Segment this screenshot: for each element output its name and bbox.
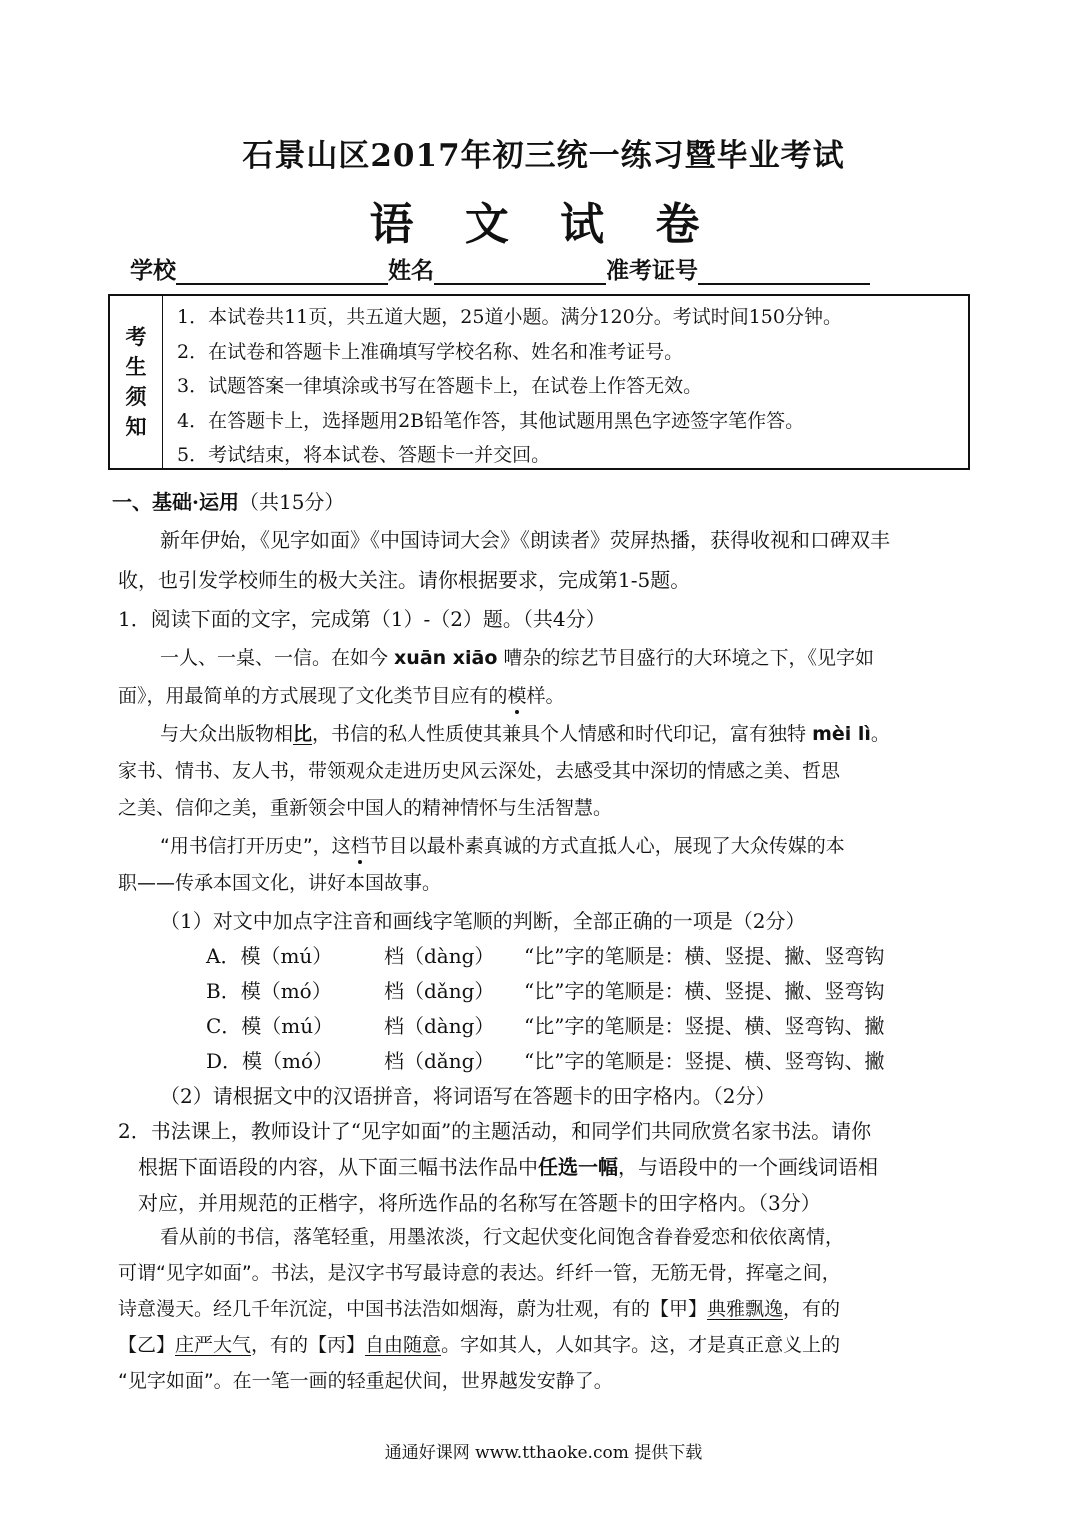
passage-line: 职——传承本国文化，讲好本国故事。 [118, 872, 442, 894]
underlined-phrase: 典雅飘逸 [707, 1298, 784, 1320]
question-2-stem: 根据下面语段的内容，从下面三幅书法作品中任选一幅，与语段中的一个画线词语相 [138, 1155, 878, 1179]
school-blank [176, 257, 388, 285]
passage-line: 面》，用最简单的方式展现了文化类节目应有的模样。 [118, 685, 565, 707]
section-intro-line: 收，也引发学校师生的极大关注。请你根据要求，完成第1-5题。 [118, 568, 691, 592]
id-blank [698, 257, 870, 285]
sub-question-1: （1）对文中加点字注音和画线字笔顺的判断，全部正确的一项是（2分） [160, 909, 806, 933]
student-info-line [130, 252, 870, 285]
passage-line: 诗意漫天。经几千年沉淀，中国书法浩如烟海，蔚为壮观，有的【甲】典雅飘逸，有的 [118, 1298, 841, 1320]
sub-question-2: （2）请根据文中的汉语拼音，将词语写在答题卡的田字格内。（2分） [160, 1084, 776, 1108]
dotted-char: 模 [507, 685, 527, 707]
passage-line: “见字如面”。在一笔一画的轻重起伏间，世界越发安静了。 [118, 1370, 613, 1392]
school-label: 学校 [130, 257, 176, 284]
notice-item: 5．考试结束，将本试卷、答题卡一并交回。 [177, 444, 551, 466]
page-footer: 通通好课网 www.tthaoke.com 提供下载 [384, 1443, 703, 1463]
name-label: 姓名 [388, 257, 434, 284]
exam-page: 石景山区2017年初三统一练习暨毕业考试 语 文 试 卷 学校 姓名 准考证号 考 生 须 知 1．本试卷共11页，共五道大题，25道小题。满分120分。考试时间150分钟。 2．在试卷和答题卡上准确填写学校名称、姓名和准考证号。 3．试题答案一律填涂或书写在答题卡上，在试卷上作答无效。 4．在答题卡上，选择题用2B铅笔作答，其他试题用黑色字迹签字笔作答。 5．考试结束，将本试卷、答题卡一并交回。 一、基础·运用（共15分） 新年伊始，《见字如面》《中国诗词大会》《朗读者》荧屏热播，获得收视和口碑双丰 收，也引发学校师生的极大关注。请你根据要求，完成第1-5题。 1．阅读下面的文字，完成第（1）-（2）题。（共4分） 一人、一桌、一信。在如今 xuān xiāo 嘈杂的综艺节目盛行的大环境之下，《见字如 面》，用最简单的方式展现了文化类节目应有的模样。 与大众出版物相比，书信的私人性质使其兼具个人情感和时代印记，富有独特 mèi lì。 家书、情书、友人书，带领观众走进历史风云深处，去感受其中深切的情感之美、哲思 之美、信仰之美，重新领会中国人的精神情怀与生活智慧。 “用书信打开历史”，这档节目以最朴素真诚的方式直抵人心，展现了大众传媒的本 职——传承本国文化，讲好本国故事。 （1）对文中加点字注音和画线字笔顺的判断，全部正确的一项是（2分） A．模（mú） 档（dàng） “比”字的笔顺是：横、竖提、撇、竖弯钩 B．模（mó） 档（dǎng） “比”字的笔顺是：横、竖提、撇、竖弯钩 C．模（mú） 档（dàng） “比”字的笔顺是：竖提、横、竖弯钩、撇 D．模（mó） 档（dǎng） “比”字的笔顺是：竖提、横、竖弯钩、撇 （2）请根据文中的汉语拼音，将词语写在答题卡的田字格内。（2分） 2．书法课上，教师设计了“见字如面”的主题活动，和同学们共同欣赏名家书法。请你 根据下面语段的内容，从下面三幅书法作品中任选一幅，与语段中的一个画线词语相 对应，并用规范的正楷字，将所选作品的名称写在答题卡的田字格内。（3分） 看从前的书信，落笔轻重，用墨浓淡，行文起伏变化间饱含眷眷爱恋和依依离情， 可谓“见字如面”。书法，是汉字书写最诗意的表达。纤纤一管，无筋无骨，挥毫之间， 诗意漫天。经几千年沉淀，中国书法浩如烟海，蔚为壮观，有的【甲】典雅飘逸，有的 【乙】庄严大气，有的【丙】自由随意。字如其人，人如其字。这，才是真正意义上的 “见字如面”。在一笔一画的轻重起伏间，世界越发安静了。 通通好课网 www.tthaoke.com 提供下载 [0, 0, 1087, 1536]
exam-subtitle: 语 文 试 卷 [369, 199, 718, 250]
underlined-phrase: 庄严大气 [175, 1334, 252, 1356]
name-blank [434, 257, 606, 285]
id-label: 准考证号 [606, 257, 698, 284]
section-heading: 一、基础·运用（共15分） [112, 490, 345, 514]
question-1-stem: 1．阅读下面的文字，完成第（1）-（2）题。（共4分） [118, 607, 606, 631]
question-2-stem: 对应，并用规范的正楷字，将所选作品的名称写在答题卡的田字格内。（3分） [138, 1191, 821, 1215]
passage-line: 可谓“见字如面”。书法，是汉字书写最诗意的表达。纤纤一管，无筋无骨，挥毫之间， [118, 1262, 841, 1284]
notice-item: 4．在答题卡上，选择题用2B铅笔作答，其他试题用黑色字迹签字笔作答。 [177, 409, 805, 432]
emphasis-text: 任选一幅 [538, 1155, 618, 1179]
notice-item: 2．在试卷和答题卡上准确填写学校名称、姓名和准考证号。 [177, 340, 684, 363]
question-2-stem: 2．书法课上，教师设计了“见字如面”的主题活动，和同学们共同欣赏名家书法。请你 [118, 1119, 872, 1143]
dotted-char: 档 [350, 835, 370, 857]
passage-line: 家书、情书、友人书，带领观众走进历史风云深处，去感受其中深切的情感之美、哲思 [118, 760, 841, 782]
exam-title: 石景山区2017年初三统一练习暨毕业考试 [242, 138, 845, 174]
exam-notice-box [108, 294, 970, 470]
underlined-char: 比 [293, 723, 313, 745]
underlined-phrase: 自由随意 [365, 1334, 442, 1356]
notice-item: 1．本试卷共11页，共五道大题，25道小题。满分120分。考试时间150分钟。 [177, 306, 842, 328]
passage-line: 之美、信仰之美，重新领会中国人的精神情怀与生活智慧。 [118, 797, 613, 819]
notice-items [163, 296, 968, 468]
passage-line: 【乙】庄严大气，有的【丙】自由随意。字如其人，人如其字。这，才是真正意义上的 [118, 1334, 841, 1356]
notice-label: 考 生 须 知 [110, 296, 163, 468]
passage-line: “用书信打开历史”，这档节目以最朴素真诚的方式直抵人心，展现了大众传媒的本 [160, 835, 845, 857]
passage-line: 与大众出版物相比，书信的私人性质使其兼具个人情感和时代印记，富有独特 mèi lì。 [160, 723, 890, 745]
notice-item: 3．试题答案一律填涂或书写在答题卡上，在试卷上作答无效。 [177, 375, 703, 397]
section-intro-line: 新年伊始，《见字如面》《中国诗词大会》《朗读者》荧屏热播，获得收视和口碑双丰 [160, 528, 890, 552]
passage-line: 一人、一桌、一信。在如今 xuān xiāo 嘈杂的综艺节目盛行的大环境之下，《见字如 [160, 647, 874, 669]
passage-line: 看从前的书信，落笔轻重，用墨浓淡，行文起伏变化间饱含眷眷爱恋和依依离情， [160, 1226, 845, 1248]
